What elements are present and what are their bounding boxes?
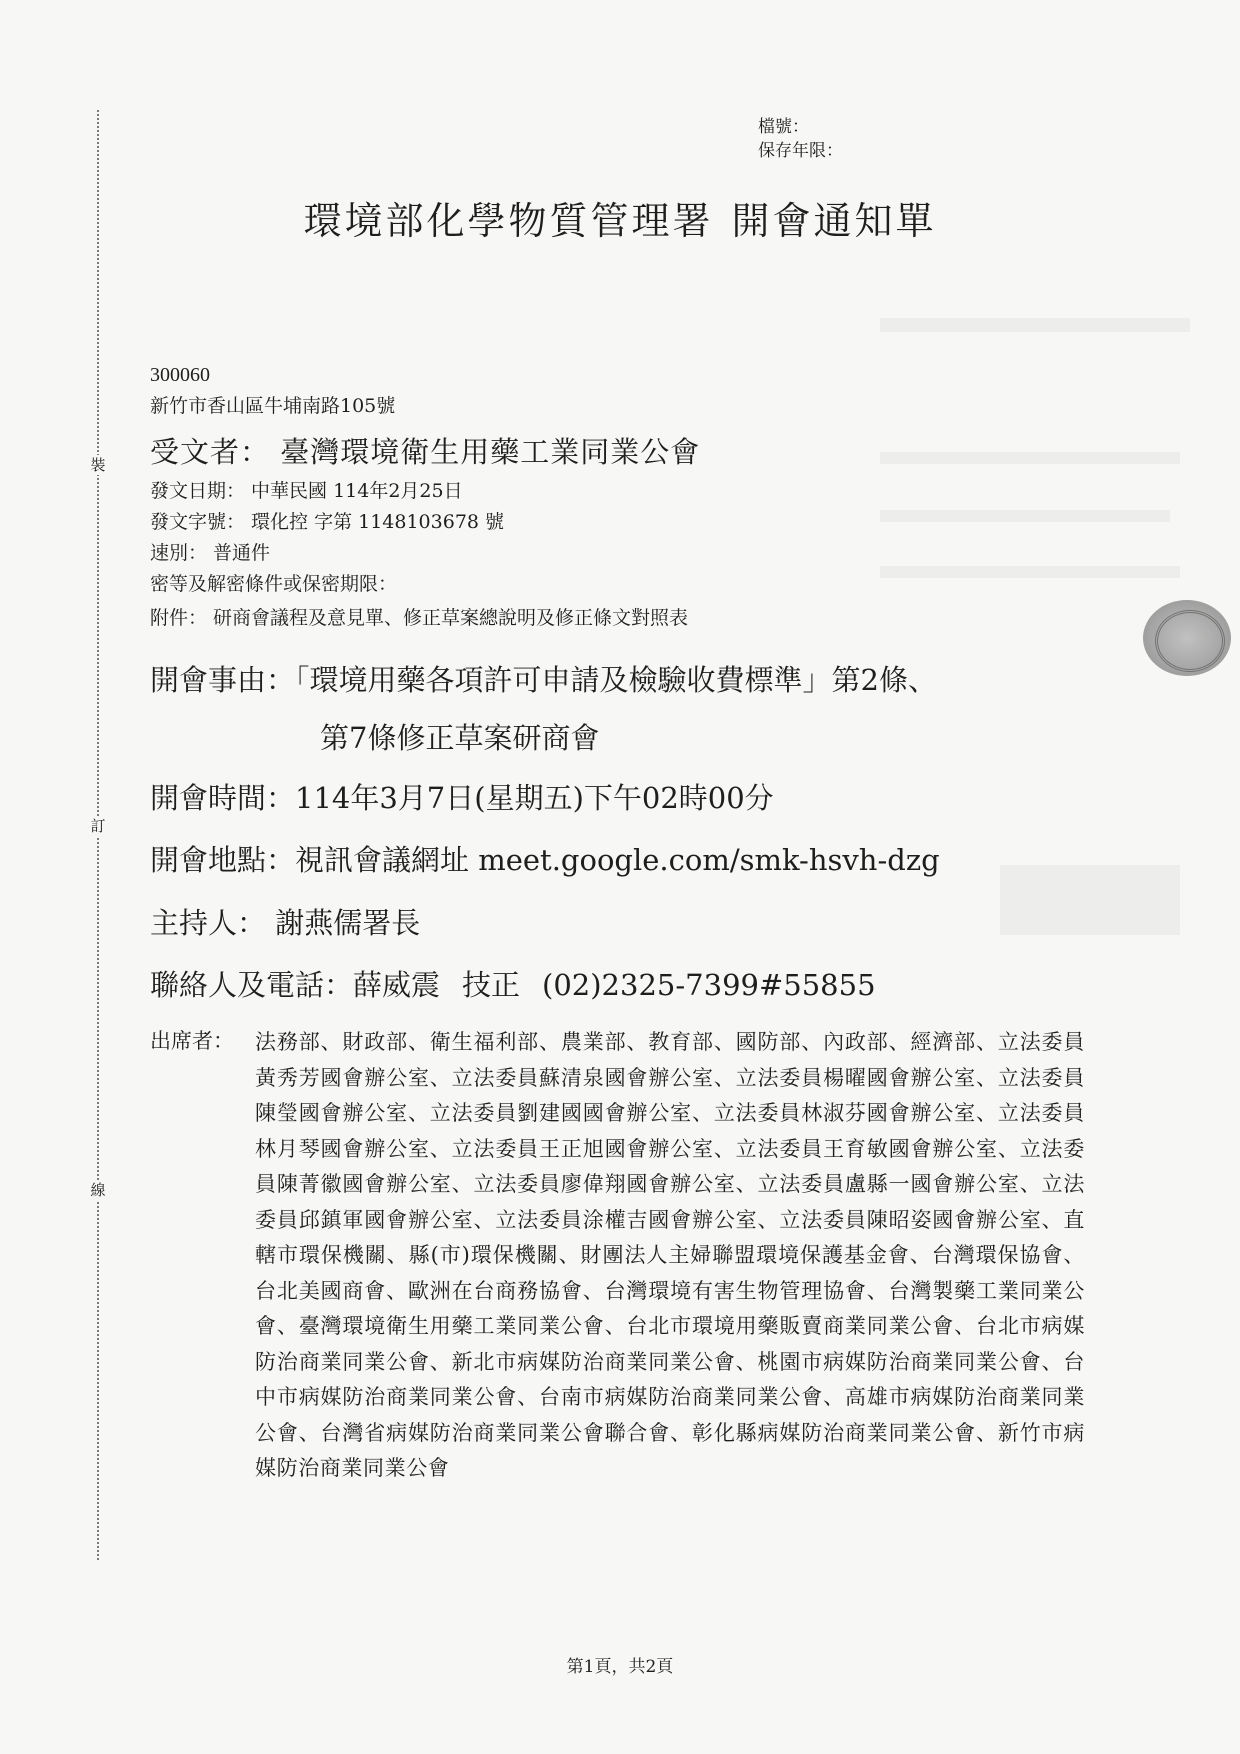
binding-mark-xian: 線 — [88, 1180, 108, 1200]
meeting-place: 開會地點：視訊會議網址 meet.google.com/smk-hsvh-dzg — [150, 843, 940, 877]
binding-mark-zhuang: 裝 — [88, 455, 108, 475]
sender-address: 新竹市香山區牛埔南路105號 — [150, 395, 396, 417]
page-number: 第1頁，共2頁 — [566, 1657, 674, 1677]
delivery-speed: 速別： 普通件 — [150, 542, 271, 564]
meeting-time: 開會時間：114年3月7日(星期五)下午02時00分 — [150, 781, 774, 815]
contact-info — [150, 963, 876, 1004]
binding-mark-ding: 訂 — [88, 816, 108, 836]
file-number-label: 檔號： — [758, 117, 809, 137]
attachments: 附件： 研商會議程及意見單、修正草案總說明及修正條文對照表 — [150, 607, 689, 629]
document-type: 開會通知單 — [731, 199, 937, 243]
issue-date: 發文日期： 中華民國 114年2月25日 — [150, 480, 463, 502]
postal-code: 300060 — [150, 364, 210, 386]
seal-stamp-icon — [1143, 600, 1231, 676]
page-title — [0, 190, 1240, 245]
meeting-reason-line1: 開會事由：「環境用藥各項許可申請及檢驗收費標準」第2條、 — [150, 663, 937, 697]
agency-name: 環境部化學物質管理署 — [303, 199, 714, 243]
seal-stamp-inner — [1155, 610, 1225, 672]
recipient: 受文者： 臺灣環境衛生用藥工業同業公會 — [150, 435, 701, 469]
document-number: 發文字號： 環化控 字第 1148103678 號 — [150, 511, 505, 533]
contact-name: 聯絡人及電話：薛威震 — [150, 968, 441, 1002]
show-through-mark — [880, 566, 1180, 578]
secrecy-level: 密等及解密條件或保密期限： — [150, 573, 398, 595]
show-through-mark — [880, 452, 1180, 464]
contact-title: 技正 — [462, 968, 521, 1002]
contact-phone: (02)2325-7399#55855 — [542, 968, 876, 1002]
attendees-label: 出席者： — [150, 1029, 234, 1053]
meeting-reason-line2: 第7條修正草案研商會 — [320, 721, 600, 755]
show-through-mark — [880, 318, 1190, 332]
show-through-mark — [1000, 865, 1180, 935]
meeting-chair: 主持人： 謝燕儒署長 — [150, 906, 421, 940]
show-through-mark — [880, 510, 1170, 522]
retention-period-label: 保存年限： — [758, 141, 843, 161]
attendees-list: 法務部、財政部、衛生福利部、農業部、教育部、國防部、內政部、經濟部、立法委員黃秀芳國會辦公室、立法委員蘇清泉國會辦公室、立法委員楊曜國會辦公室、立法委員陳瑩國會辦公室、立法委員劉建國國會辦公室、立法委員林淑芬國會辦公室、立法委員林月琴國會辦公室、立法委員王正旭國會辦公室、立法委員王育敏國會辦公室、立法委員陳菁徽國會辦公室、立法委員廖偉翔國會辦公室、立法委員盧縣一國會辦公室、立法委員邱鎮軍國會辦公室、立法委員涂權吉國會辦公室、立法委員陳昭姿國會辦公室、直轄市環保機關、縣(市)環保機關、財團法人主婦聯盟環境保護基金會、台灣環保協會、台北美國商會、歐洲在台商務協會、台灣環境有害生物管理協會、台灣製藥工業同業公會、臺灣環境衛生用藥工業同業公會、台北市環境用藥販賣商業同業公會、台北市病媒防治商業同業公會、新北市病媒防治商業同業公會、桃園市病媒防治商業同業公會、台中市病媒防治商業同業公會、台南市病媒防治商業同業公會、高雄市病媒防治商業同業公會、台灣省病媒防治商業同業公會聯合會、彰化縣病媒防治商業同業公會、新竹市病媒防治商業同業公會 — [255, 1030, 1085, 1480]
